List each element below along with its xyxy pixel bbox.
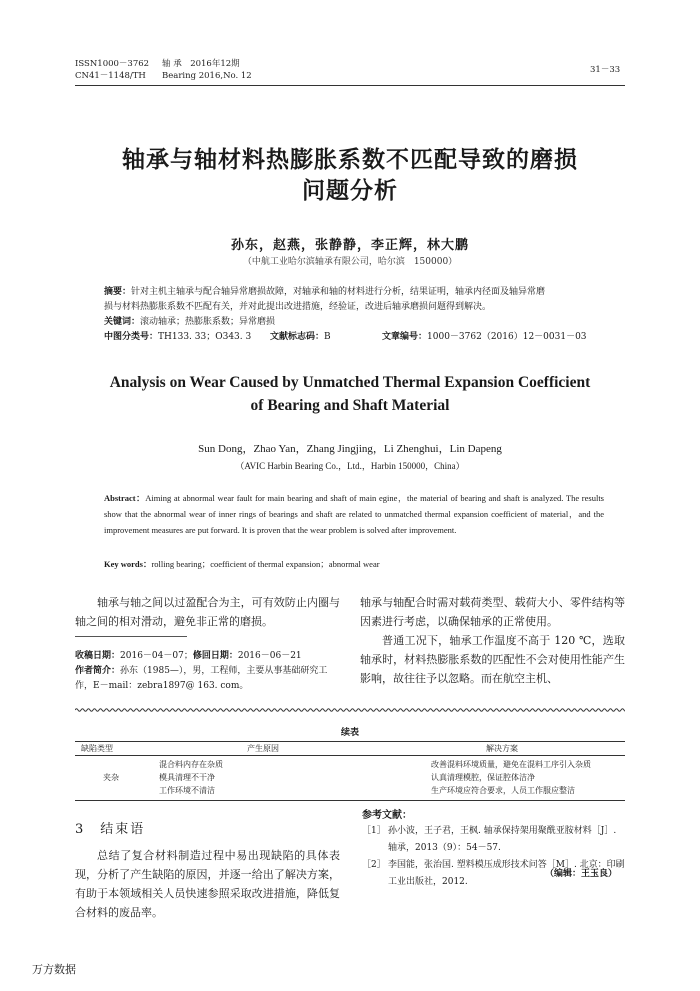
table-cell: 生产环境应符合要求，人员工作服应整洁 (431, 786, 575, 795)
table-header: 产生原因 (247, 744, 279, 753)
authors-en: Sun Dong，Zhao Yan，Zhang Jingjing，Li Zhenghui，Lin Dapeng (198, 443, 502, 455)
class-number: TH133. 33；O343. 3 (158, 332, 252, 342)
conclusion-text: 总结了复合材料制造过程中易出现缺陷的具体表现，分析了产生缺陷的原因，并逐一给出了解决方案，有助于本领域相关人员快速参照采取改进措施，降低复合材料的废品率。 (75, 849, 340, 919)
table-header: 解决方案 (486, 744, 518, 753)
affiliation-en: （AVIC Harbin Bearing Co.，Ltd.，Harbin 150000，China） (235, 461, 465, 471)
table-header-row (75, 742, 625, 756)
wavy-separator (75, 707, 625, 713)
footer-watermark: 万方数据 (32, 963, 76, 976)
table-cell: 改善混料环境质量，避免在混料工序引入杂质 (431, 760, 591, 769)
reference-text: 李国能，张治国. 塑料模压成形技术问答［M］. 北京：印刷工业出版社，2012. (388, 860, 625, 887)
table-cell: 模具清理不干净 (159, 773, 215, 782)
author-bio-label: 作者简介： (75, 666, 121, 676)
keywords-cn-label: 关键词： (104, 317, 141, 327)
reference-number: ［2］ (362, 860, 386, 870)
header-rule (75, 85, 625, 86)
abstract-en-text: Aiming at abnormal wear fault for main bearing and shaft of main egine，the material of bearing and shaft is analyzed. The results show that the abnormal wear of inner rings of bearings and shaft are related to unmatched thermal expansion coefficient of material，and the improvement measures are put forward. It is proven that the wear problem is solved after improvement. (104, 493, 604, 535)
keywords-en-line (104, 556, 604, 572)
editor: （编辑：王玉良） (545, 869, 618, 879)
reference-number: ［1］ (362, 826, 386, 836)
body-right-p1: 轴承与轴配合时需对载荷类型、载荷大小、零件结构等因素进行考虑，以确保轴承的正常使用。 (360, 596, 625, 628)
authors-cn: 孙东，赵燕，张静静，李正辉，林大鹏 (230, 238, 469, 253)
section-heading: 3 结束语 (75, 822, 146, 837)
title-cn-line2: 问题分析 (302, 177, 398, 204)
title-en-line1: Analysis on Wear Caused by Unmatched Thermal Expansion Coefficient (109, 374, 591, 391)
article-number-label: 文章编号： (382, 332, 428, 342)
abstract-cn-line1: 针对主机主轴承与配合轴异常磨损故障，对轴承和轴的材料进行分析，结果证明，轴承内径面及轴异常磨 (131, 287, 546, 297)
cn-number: CN41－1148/TH (75, 71, 146, 81)
abstract-cn (104, 285, 609, 345)
table-cell: 工作环境不清洁 (159, 786, 215, 795)
reference-list (362, 823, 627, 891)
abstract-en-label: Abstract： (104, 493, 146, 503)
doc-code: B (324, 332, 331, 342)
title-en-line2: of Bearing and Shaft Material (250, 397, 450, 414)
meta-info (75, 649, 343, 694)
revised-label: 修回日期： (192, 651, 238, 661)
affiliation-cn: （中航工业哈尔滨轴承有限公司，哈尔滨 150000） (242, 257, 458, 267)
reference-item (362, 823, 627, 857)
table-cell: 夹杂 (103, 773, 119, 782)
journal-cn: 轴 承 2016年12期 (162, 59, 240, 69)
defect-table (75, 741, 625, 801)
journal-en: Bearing 2016,No. 12 (162, 71, 252, 81)
page-range: 31－33 (590, 65, 621, 75)
author-bio: 孙东（1985—），男，工程师，主要从事基础研究工作，E－mail：zebra1897@ 163. com。 (75, 666, 328, 691)
issn: ISSN1000－3762 (75, 59, 150, 69)
abstract-en (104, 490, 604, 538)
keywords-cn: 滚动轴承；热膨胀系数；异常磨损 (140, 317, 276, 327)
revised-date: 2016－06－21 (237, 651, 302, 661)
abstract-cn-label: 摘要： (104, 287, 132, 297)
footnote-rule (75, 636, 187, 637)
table-row (75, 771, 625, 784)
reference-text: 孙小波，王子君，王枫. 轴承保持架用聚酰亚胺材料［J］. 轴承，2013（9）：54－57. (388, 826, 617, 853)
table-caption: 续表 (340, 728, 359, 738)
received-label: 收稿日期： (75, 651, 121, 661)
article-number: 1000－3762（2016）12－0031－03 (427, 332, 587, 342)
table-cell: 认真清理模腔，保证腔体洁净 (431, 773, 535, 782)
class-number-label: 中图分类号： (104, 332, 159, 342)
table-cell: 混合料内存在杂质 (159, 760, 223, 769)
doc-code-label: 文献标志码： (270, 332, 325, 342)
references-heading: 参考文献： (362, 810, 412, 821)
table-row (75, 784, 625, 801)
keywords-en-label: Key words： (104, 559, 152, 569)
table-header: 缺陷类型 (81, 744, 113, 753)
keywords-en: rolling bearing；coefficient of thermal expansion；abnormal wear (151, 559, 380, 569)
body-right-p2: 普通工况下，轴承工作温度不高于 120 ℃，选取轴承时，材料热膨胀系数的匹配性不会对使用性能产生影响，故往往予以忽略。而在航空主机、 (360, 634, 625, 685)
title-cn-line1: 轴承与轴材料热膨胀系数不匹配导致的磨损 (122, 146, 578, 173)
received-date: 2016－04－07； (120, 651, 193, 661)
table-row (75, 756, 625, 772)
body-left-paragraph: 轴承与轴之间以过盈配合为主，可有效防止内圈与轴之间的相对滑动，避免非正常的磨损。 (75, 596, 340, 628)
abstract-cn-line2: 损与材料热膨胀系数不匹配有关，并对此提出改进措施，经验证，改进后轴承磨损问题得到解决。 (104, 302, 492, 312)
